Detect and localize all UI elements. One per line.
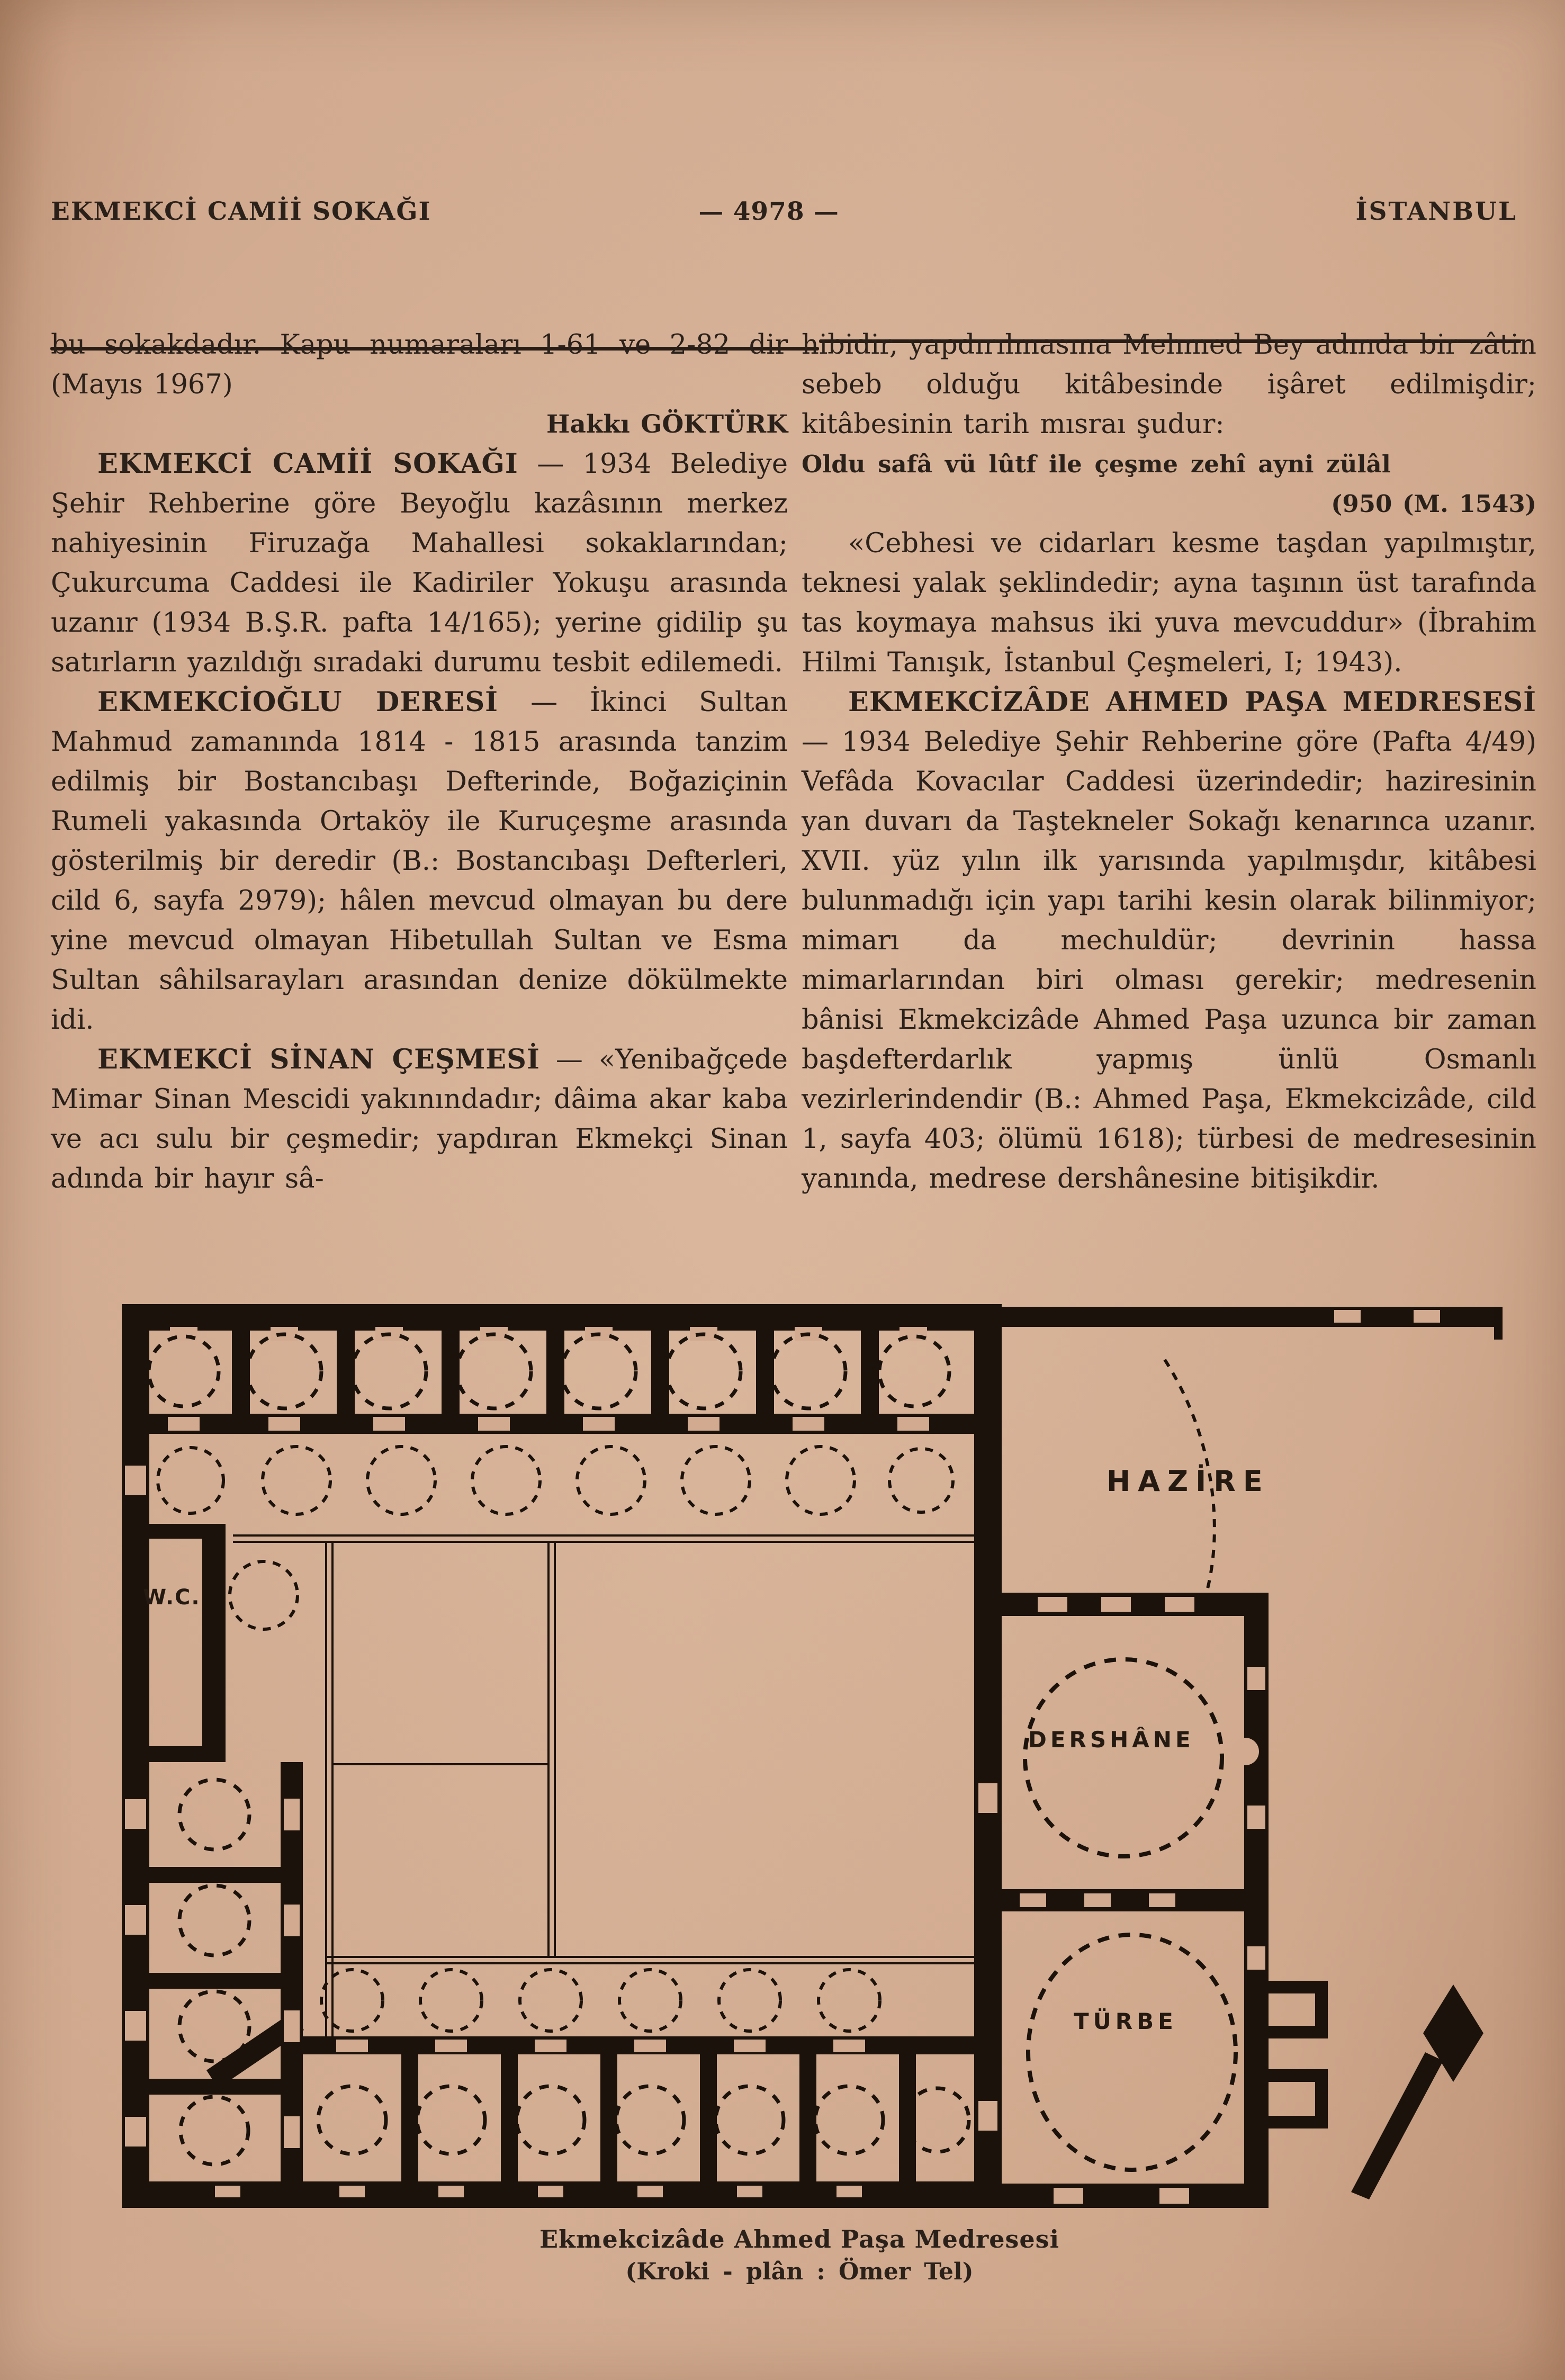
entry-ekmekcizade-medresesi	[802, 682, 1536, 1199]
paragraph-continuation: bu sokakdadır. Kapu numaraları 1-61 ve 2-82 dir (Mayıs 1967)	[51, 329, 788, 400]
plan-caption-credit: (Kroki - plân : Ömer Tel)	[625, 2258, 974, 2285]
running-title-right: İSTANBUL	[1355, 197, 1517, 226]
page-number: — 4978 —	[698, 197, 839, 226]
entry-title: EKMEKCİOĞLU DERESİ	[97, 686, 499, 718]
author-signature: Hakkı GÖKTÜRK	[546, 410, 788, 439]
entry-title: EKMEKCİZÂDE AHMED PAŞA MEDRESESİ	[848, 686, 1536, 718]
floor-plan-drawing	[106, 1296, 1551, 2228]
wc-label: W.C.	[143, 1585, 201, 1610]
page-header	[51, 197, 1521, 234]
plan-caption	[106, 2223, 1493, 2288]
left-column	[51, 325, 788, 1199]
plan-caption-title: Ekmekcizâde Ahmed Paşa Medresesi	[539, 2225, 1060, 2253]
entry-ekmekci-camii-sokagi	[51, 444, 788, 682]
north-arrow	[1351, 1984, 1483, 2199]
entry-title: EKMEKCİ SİNAN ÇEŞMESİ	[97, 1044, 540, 1075]
plan-door-window-gaps	[125, 1310, 1440, 2204]
paragraph-quote: «Cebhesi ve cidarları kesme taşdan yapılmıştır, teknesi yalak şeklindedir; ayna taşının üst tarafında tas koymaya mahsus iki yuva mevcuddur» (İbrahim Hilmi Tanışık, İstanbul Çeşmeleri, I; 1943).	[802, 528, 1536, 678]
hazire-label: HAZİRE	[1107, 1465, 1270, 1498]
verse-line: Oldu safâ vü lûtf ile çeşme zehî ayni zülâl	[802, 450, 1391, 478]
entry-title: EKMEKCİ CAMİİ SOKAĞI	[97, 448, 518, 480]
plan-walls	[122, 1304, 1503, 2208]
running-title-left: EKMEKCİ CAMİİ SOKAĞI	[51, 197, 431, 226]
turbe-label: TÜRBE	[1074, 2008, 1177, 2034]
entry-body: — «Yenibağçede Mimar Sinan Mescidi yakınındadır; dâima akar kaba ve acı sulu bir çeşmedir; yapdıran Ekmekçi Sinan adında bir hayır sâ-	[51, 1044, 788, 1195]
floor-plan-figure	[106, 1296, 1551, 2228]
entry-body: — 1934 Belediye Şehir Rehberine göre Beyoğlu kazâsının merkez nahiyesinin Firuzağa Mahallesi sokaklarından; Çukurcuma Caddesi ile Kadiriler Yokuşu arasında uzanır (1934 B.Ş.R. pafta 14/165); yerine gidilip şu satırların yazıldığı sıradaki durumu tesbit edilemedi.	[51, 448, 788, 678]
entry-body: — İkinci Sultan Mahmud zamanında 1814 - 1815 arasında tanzim edilmiş bir Bostancıbaşı Defterinde, Boğaziçinin Rumeli yakasında Ortaköy ile Kuruçeşme arasında gösterilmiş bir deredir (B.: Bostancıbaşı Defterleri, cild 6, sayfa 2979); hâlen mevcud olmayan bu dere yine mevcud olmayan Hibetullah Sultan ve Esma Sultan sâhilsarayları arasından denize dökülmekte idi.	[51, 687, 788, 1036]
dershane-label: DERSHÂNE	[1028, 1727, 1194, 1753]
entry-ekmekcioglu-deresi	[51, 682, 788, 1040]
plan-courtyard-lines	[233, 1535, 974, 2036]
entry-body: — 1934 Belediye Şehir Rehberine göre (Pafta 4/49) Vefâda Kovacılar Caddesi üzerindedir; haziresinin yan duvarı da Taştekneler Sokağı kenarınca uzanır. XVII. yüz yılın ilk yarısında yapılmışdır, kitâbesi bulunmadığı için yapı tarihi kesin olarak bilinmiyor; mimarı da mechuldür; devrinin hassa mimarlarından biri olması gerekir; medresenin bânisi Ekmekcizâde Ahmed Paşa uzunca bir zaman başdefterdarlık yapmış ünlü Osmanlı vezirlerindendir (B.: Ahmed Paşa, Ekmekcizâde, cild 1, sayfa 403; ölümü 1618); türbesi de medresesinin yanında, medrese dershânesine bitişikdir.	[802, 726, 1536, 1195]
right-column	[802, 325, 1536, 1199]
verse-date: (950 (M. 1543)	[1331, 490, 1536, 518]
entry-ekmekci-sinan-cesmesi	[51, 1040, 788, 1199]
paragraph-continuation: hibidir, yapdırılmasına Mehmed Bey adında bir zâtin sebeb olduğu kitâbesinde işâret edilmişdir; kitâbesinin tarih mısraı şudur:	[802, 329, 1536, 440]
